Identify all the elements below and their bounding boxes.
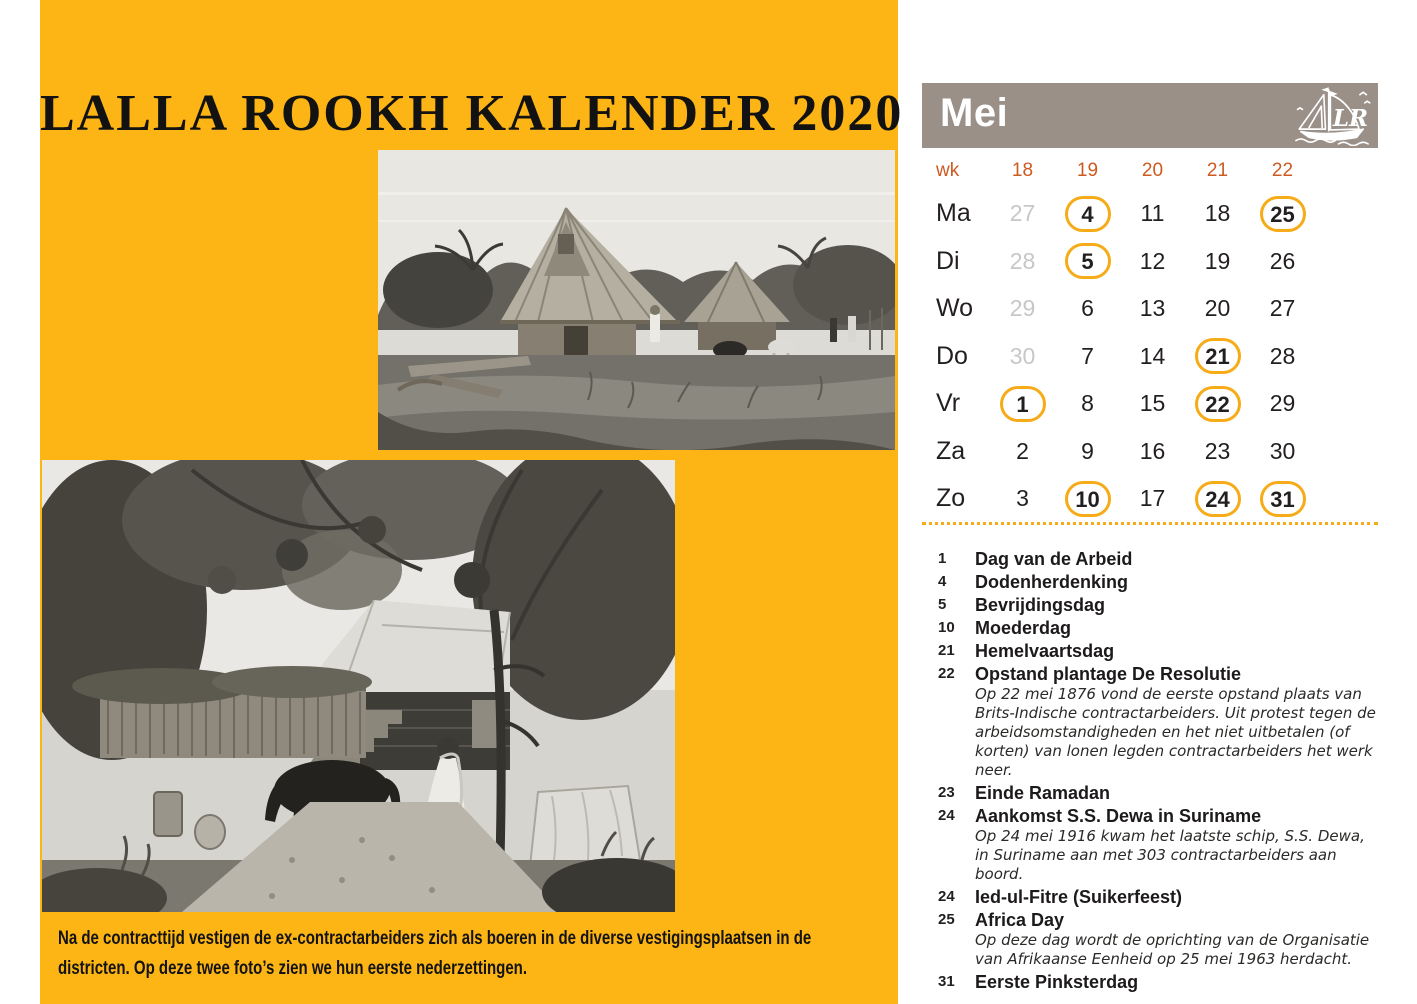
calendar-date-highlighted	[1185, 386, 1250, 422]
calendar-date: 17	[1139, 485, 1166, 512]
calendar-date: 29	[1269, 390, 1296, 417]
photo-caption: Na de contracttijd vestigen de ex-contractarbeiders zich als boeren in de diverse vestigingsplaatsen in de districten. Op deze twee foto’s zien we hun eerste nederzettingen.	[58, 928, 812, 979]
event-item	[938, 663, 1378, 781]
calendar-date: 12	[1139, 247, 1166, 274]
calendar-date-highlighted	[1055, 196, 1120, 232]
month-title: Mei	[940, 91, 1009, 135]
highlight-ring: 31	[1260, 481, 1306, 517]
calendar-date: 27	[1009, 200, 1036, 227]
day-label-wo: Wo	[936, 294, 974, 323]
calendar-date: 28	[1269, 342, 1296, 369]
calendar-date: 7	[1081, 342, 1094, 369]
calendar-date: 6	[1081, 295, 1094, 322]
photo-settlement-huts	[378, 150, 895, 450]
month-header	[922, 83, 1378, 148]
event-day: 24	[938, 888, 955, 905]
event-title: Ied-ul-Fitre (Suikerfeest)	[975, 887, 1183, 907]
highlight-ring: 24	[1195, 481, 1241, 517]
calendar-date-highlighted	[1185, 338, 1250, 374]
calendar-date: 20	[1204, 295, 1231, 322]
event-title: Dag van de Arbeid	[975, 549, 1133, 569]
event-day: 25	[938, 911, 955, 928]
calendar-date-highlighted	[990, 386, 1055, 422]
event-day: 22	[938, 665, 955, 682]
svg-text:LR: LR	[1332, 104, 1369, 132]
day-label-za: Za	[936, 436, 966, 465]
event-title: Africa Day	[975, 910, 1065, 930]
event-day: 10	[938, 619, 955, 636]
calendar-date-highlighted	[1055, 481, 1120, 517]
calendar-date: 19	[1204, 247, 1231, 274]
calendar-date-highlighted	[1055, 243, 1120, 279]
event-description: Op 24 mei 1916 kwam het laatste schip, S.S. Dewa, in Suriname aan met 303 contractarbeiders aan boord.	[975, 827, 1365, 883]
calendar-grid	[936, 152, 1315, 523]
event-item	[938, 594, 1378, 616]
calendar-date: 29	[1009, 295, 1036, 322]
week-number: 19	[1076, 160, 1099, 181]
calendar-date: 23	[1204, 437, 1231, 464]
highlight-ring: 10	[1065, 481, 1111, 517]
week-header-label: wk	[936, 160, 960, 181]
calendar-date: 28	[1009, 247, 1036, 274]
week-number: 18	[1011, 160, 1034, 181]
day-label-do: Do	[936, 341, 968, 370]
events-list	[938, 548, 1378, 994]
day-label-vr: Vr	[936, 389, 961, 418]
day-label-ma: Ma	[936, 199, 971, 228]
calendar-date: 16	[1139, 437, 1166, 464]
dotted-separator	[922, 522, 1378, 525]
calendar-date: 13	[1139, 295, 1166, 322]
event-item	[938, 886, 1378, 908]
event-description: Op 22 mei 1876 vond de eerste opstand plaats van Brits-Indische contractarbeiders. Uit protest tegen de arbeidsomstandigheden en het niet uitbetalen (of korten) van lonen legden contractarbeiders het werk neer.	[975, 685, 1376, 779]
event-item	[938, 805, 1378, 885]
event-item	[938, 640, 1378, 662]
calendar-date: 14	[1139, 342, 1166, 369]
week-number: 20	[1141, 160, 1164, 181]
calendar-date: 18	[1204, 200, 1231, 227]
photo-house-horse-woman	[42, 460, 675, 912]
event-description: Op deze dag wordt de oprichting van de Organisatie van Afrikaanse Eenheid op 25 mei 1963 herdacht.	[975, 931, 1370, 968]
event-title: Dodenherdenking	[975, 572, 1129, 592]
event-title: Eerste Pinksterdag	[975, 972, 1139, 992]
calendar-date: 15	[1139, 390, 1166, 417]
day-label-zo: Zo	[936, 484, 966, 513]
calendar-date-highlighted	[1250, 196, 1315, 232]
event-item	[938, 909, 1378, 970]
calendar-date-highlighted	[1185, 481, 1250, 517]
highlight-ring: 22	[1195, 386, 1241, 422]
event-day: 21	[938, 642, 955, 659]
event-day: 23	[938, 784, 955, 801]
ship-logo-icon	[1291, 86, 1373, 146]
calendar-date: 8	[1081, 390, 1094, 417]
calendar-date: 27	[1269, 295, 1296, 322]
week-number: 21	[1206, 160, 1229, 181]
event-item	[938, 617, 1378, 639]
calendar-date: 2	[1016, 437, 1029, 464]
event-item	[938, 782, 1378, 804]
calendar-date: 26	[1269, 247, 1296, 274]
event-day: 24	[938, 807, 955, 824]
week-number: 22	[1271, 160, 1294, 181]
event-day: 4	[938, 573, 947, 590]
highlight-ring: 5	[1065, 243, 1111, 279]
event-title: Opstand plantage De Resolutie	[975, 664, 1242, 684]
event-day: 31	[938, 973, 955, 990]
event-title: Aankomst S.S. Dewa in Suriname	[975, 806, 1262, 826]
highlight-ring: 1	[1000, 386, 1046, 422]
event-item	[938, 571, 1378, 593]
highlight-ring: 25	[1260, 196, 1306, 232]
calendar-date: 30	[1269, 437, 1296, 464]
highlight-ring: 21	[1195, 338, 1241, 374]
event-title: Hemelvaartsdag	[975, 641, 1115, 661]
calendar-date: 3	[1016, 485, 1029, 512]
event-day: 1	[938, 550, 947, 567]
calendar-date: 11	[1140, 200, 1165, 227]
event-title: Einde Ramadan	[975, 783, 1111, 803]
page-title: LALLA ROOKH KALENDER 2020	[40, 85, 904, 142]
highlight-ring: 4	[1065, 196, 1111, 232]
event-item	[938, 971, 1378, 993]
event-day: 5	[938, 596, 947, 613]
calendar-date: 9	[1081, 437, 1094, 464]
calendar-date-highlighted	[1250, 481, 1315, 517]
event-item	[938, 548, 1378, 570]
day-label-di: Di	[936, 246, 960, 275]
event-title: Moederdag	[975, 618, 1072, 638]
event-title: Bevrijdingsdag	[975, 595, 1106, 615]
calendar-date: 30	[1009, 342, 1036, 369]
